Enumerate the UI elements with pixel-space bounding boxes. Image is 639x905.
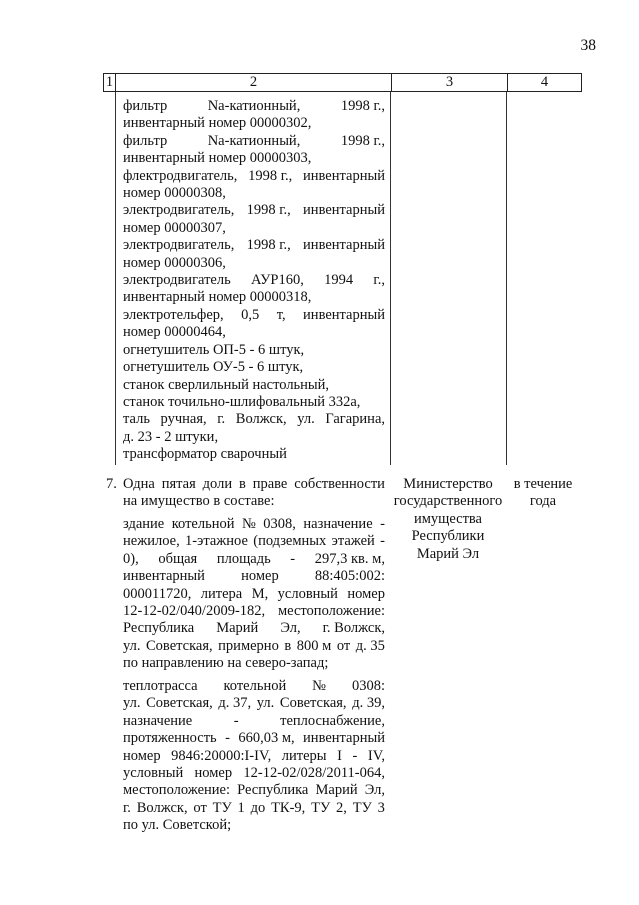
word: Республика	[123, 620, 195, 637]
holder-cell	[390, 476, 506, 563]
word: -	[380, 516, 385, 532]
text-line	[123, 713, 385, 730]
text-line	[123, 516, 385, 533]
text-line	[123, 695, 385, 712]
text-line	[123, 800, 385, 817]
word: Na-катионный,	[207, 98, 301, 114]
word: номер	[347, 585, 385, 602]
word: этажей	[331, 533, 375, 550]
column-divider	[390, 92, 391, 465]
text-line: Марий Эл	[416, 545, 480, 562]
word: местоположение:	[278, 603, 385, 620]
word: пятая	[161, 476, 196, 492]
word: д. 35	[355, 637, 385, 654]
text-line	[123, 551, 385, 568]
word: электродвигатель	[123, 272, 231, 289]
word: 0),	[123, 550, 139, 567]
word: площадь	[216, 550, 271, 567]
word: Марий	[315, 782, 358, 799]
word: Волжск,	[235, 411, 287, 428]
table-header-col-4: 4	[540, 74, 549, 91]
word: в	[238, 476, 246, 492]
word: 1998 г.,	[248, 167, 293, 184]
text-line: по направлению на северо-запад;	[123, 655, 329, 672]
word: здание	[123, 516, 165, 532]
text-line	[123, 98, 385, 115]
word: собственности	[294, 476, 385, 492]
word: условный	[277, 585, 338, 602]
text-line	[123, 620, 385, 637]
text-line	[123, 568, 385, 585]
word: I	[337, 747, 342, 764]
word: инвентарный	[303, 306, 385, 323]
word: М,	[251, 585, 269, 602]
word: примерно	[218, 637, 279, 654]
word: Эл,	[280, 620, 301, 637]
word: Волжск,	[136, 799, 188, 816]
word: Эл,	[364, 782, 385, 799]
word: инвентарный	[303, 730, 385, 747]
word: д. 37,	[218, 695, 252, 712]
word: нежилое,	[123, 533, 180, 550]
word: Советская,	[146, 695, 213, 712]
word: 297,3 кв. м,	[314, 550, 385, 567]
word: доли	[202, 476, 233, 492]
word: теплотрасса	[123, 678, 198, 694]
text-line	[123, 603, 385, 620]
text-line: трансформатор сварочный	[123, 446, 287, 463]
column-divider	[506, 92, 507, 465]
word: 12-12-02/040/2009-182,	[123, 603, 266, 620]
text-line: огнетушитель ОУ-5 - 6 штук,	[123, 359, 304, 376]
table-header-row	[103, 73, 582, 92]
word: 12-12-02/028/2011-064,	[243, 765, 385, 782]
word: 800 м	[296, 637, 332, 654]
text-line: имущества	[413, 510, 482, 527]
word: д. 39,	[352, 695, 385, 712]
word: 0308,	[263, 516, 296, 532]
word: 1994	[324, 272, 354, 289]
word: т,	[276, 306, 286, 323]
text-line: инвентарный номер 00000303,	[123, 150, 312, 167]
word: ул.	[123, 695, 141, 712]
word: Советская,	[279, 695, 347, 712]
word: электротельфер,	[123, 306, 224, 323]
word: до	[250, 799, 266, 816]
word: №	[312, 678, 326, 694]
word: электродвигатель,	[123, 237, 235, 254]
word: Na-катионный,	[207, 132, 301, 149]
text-line: государственного	[393, 493, 503, 510]
word: ТУ	[352, 799, 372, 816]
item-paragraph-building	[123, 516, 385, 673]
word: котельной	[171, 516, 235, 532]
word: инвентарный	[303, 167, 385, 184]
word: фильтр	[123, 132, 168, 149]
word: ул.	[256, 695, 275, 712]
word: 2,	[336, 799, 347, 816]
word: 1998 г.,	[246, 202, 291, 219]
word: 660,03 м,	[238, 730, 295, 747]
word: Гагарина,	[325, 411, 385, 428]
word: назначение	[123, 712, 193, 729]
word: котельной	[223, 678, 287, 694]
text-line	[123, 133, 385, 150]
text-line: номер 00000306,	[123, 254, 226, 271]
word: г.,	[373, 272, 385, 289]
text-line	[123, 272, 385, 289]
word: АУР160,	[250, 272, 304, 289]
table-header-col-3: 3	[392, 74, 508, 91]
word: -	[352, 747, 358, 764]
word: ул.	[123, 637, 141, 654]
text-line: номер 00000307,	[123, 219, 226, 236]
word: Советская,	[146, 637, 213, 654]
word: инвентарный	[123, 568, 205, 585]
word: литеры	[281, 747, 327, 764]
word: электродвигатель,	[123, 202, 235, 219]
table-header-col-1: 1	[104, 74, 116, 91]
word: от	[336, 637, 351, 654]
text-line	[123, 765, 385, 782]
item-paragraph-heatline	[123, 678, 385, 835]
text-line	[123, 730, 385, 747]
text-line	[123, 411, 385, 428]
word: теплоснабжение,	[280, 712, 385, 729]
word: -	[290, 550, 296, 567]
page-number: 38	[580, 37, 596, 54]
word: ТУ	[212, 799, 232, 816]
word: г.	[217, 411, 226, 428]
word: номер	[194, 765, 233, 782]
text-line: номер 00000464,	[123, 324, 226, 341]
word: таль	[123, 411, 150, 428]
text-line: Республики	[411, 528, 485, 545]
text-line: инвентарный номер 00000302,	[123, 115, 312, 132]
word: общая	[158, 550, 198, 567]
word: назначение	[303, 516, 373, 532]
word: 1-этажное	[185, 533, 248, 550]
word: (подземных	[253, 533, 327, 550]
word: 1	[237, 799, 245, 816]
word: №	[241, 516, 256, 532]
word: номер	[241, 568, 279, 585]
word: ТК-9,	[271, 799, 306, 816]
text-line: станок точильно-шлифовальный 332а,	[123, 393, 361, 410]
text-line	[123, 168, 385, 185]
word: 0,5	[241, 306, 260, 323]
table-header-col-2: 2	[116, 74, 392, 91]
word: 1998 г.,	[340, 98, 385, 114]
term-cell	[506, 476, 580, 511]
text-line	[123, 638, 385, 655]
text-line	[123, 476, 385, 493]
text-line: номер 00000308,	[123, 185, 226, 202]
item-intro	[123, 476, 385, 511]
word: флектродвигатель,	[123, 167, 238, 184]
text-line	[123, 678, 385, 695]
word: в	[284, 637, 292, 654]
text-line	[123, 748, 385, 765]
word: номер	[123, 747, 161, 764]
word: -	[380, 533, 385, 550]
text-line: Министерство	[403, 476, 493, 492]
word: Республика	[237, 782, 309, 799]
text-line	[123, 533, 385, 550]
text-line: инвентарный номер 00000318,	[123, 289, 312, 306]
word: фильтр	[123, 98, 168, 114]
word: 1998 г.,	[246, 237, 291, 254]
word: условный	[123, 765, 184, 782]
continuation-list	[123, 98, 385, 464]
text-line	[123, 202, 385, 219]
word: 1998 г.,	[340, 132, 385, 149]
word: Одна	[123, 476, 155, 492]
word: -	[225, 730, 230, 747]
column-divider	[115, 92, 116, 465]
text-line: года	[529, 493, 557, 510]
text-line: в течение	[513, 476, 573, 492]
word: 0308:	[351, 678, 385, 694]
text-line	[123, 237, 385, 254]
word: Марий	[216, 620, 259, 637]
word: местоположение:	[123, 782, 230, 799]
text-line: по ул. Советской;	[123, 817, 232, 834]
word: инвентарный	[303, 202, 385, 219]
word: IV,	[367, 747, 385, 764]
text-line	[123, 307, 385, 324]
text-line: на имущество в составе:	[123, 493, 275, 510]
text-line: д. 23 - 2 штуки,	[123, 428, 219, 445]
word: г.	[123, 799, 131, 816]
word: 000011720,	[123, 585, 192, 602]
text-line	[123, 782, 385, 799]
word: протяженность	[123, 730, 217, 747]
text-line: станок сверлильный настольный,	[123, 376, 330, 393]
word: от	[193, 799, 207, 816]
word: 3	[377, 799, 385, 816]
word: инвентарный	[303, 237, 385, 254]
word: 88:405:002:	[314, 568, 385, 585]
word: ручная,	[160, 411, 207, 428]
text-line: огнетушитель ОП-5 - 6 штук,	[123, 341, 305, 358]
item-number: 7.	[106, 476, 117, 492]
word: -	[233, 712, 239, 729]
word: праве	[252, 476, 288, 492]
word: ТУ	[311, 799, 331, 816]
word: ул.	[297, 411, 315, 428]
word: г. Волжск,	[322, 620, 385, 637]
word: литера	[200, 585, 243, 602]
text-line	[123, 586, 385, 603]
word: 9846:20000:I-IV,	[171, 747, 272, 764]
